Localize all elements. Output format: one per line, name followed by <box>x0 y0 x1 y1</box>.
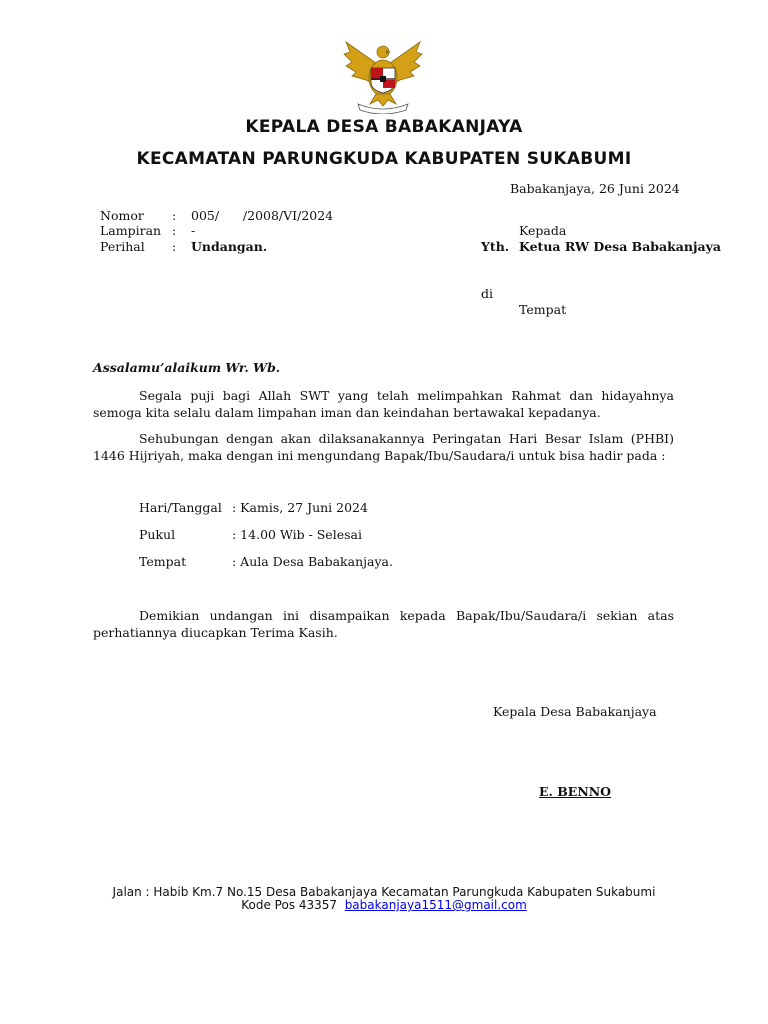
nomor-value: 005/ /2008/VI/2024 <box>191 208 334 223</box>
nomor-separator: : <box>172 208 177 223</box>
footer-contact <box>0 898 768 912</box>
detail-label-time: Pukul <box>139 527 176 542</box>
garuda-emblem-icon <box>340 38 426 114</box>
footer-address: Jalan : Habib Km.7 No.15 Desa Babakanjaya Kecamatan Parungkuda Kabupaten Sukabumi <box>112 885 656 899</box>
paragraph-closing: Demikian undangan ini disampaikan kepada Bapak/Ibu/Saudara/i sekian atas perhatiannya diucapkan Terima Kasih. <box>93 608 674 640</box>
perihal-label: Perihal <box>100 239 145 254</box>
paragraph-opening: Segala puji bagi Allah SWT yang telah melimpahkan Rahmat dan hidayahnya semoga kita selalu dalam limpahan iman dan keindahan bertawakal kepadanya. <box>93 388 674 420</box>
paragraph-invitation: Sehubungan dengan akan dilaksanakannya Peringatan Hari Besar Islam (PHBI) 1446 Hijriyah, maka dengan ini mengundang Bapak/Ibu/Saudara/i untuk bisa hadir pada : <box>93 431 674 463</box>
letterhead-title: KEPALA DESA BABAKANJAYA <box>245 117 523 137</box>
lampiran-label: Lampiran <box>100 223 162 238</box>
recipient-di: di <box>481 286 493 301</box>
detail-label-place: Tempat <box>139 554 187 569</box>
lampiran-value: - <box>191 223 196 238</box>
greeting: Assalamu’alaikum Wr. Wb. <box>93 360 281 375</box>
recipient-kepada: Kepada <box>519 223 567 238</box>
detail-value-place: : Aula Desa Babakanjaya. <box>232 554 393 569</box>
perihal-value: Undangan. <box>191 239 268 254</box>
recipient-yth: Yth. <box>481 239 510 254</box>
footer-postal: Kode Pos 43357 <box>241 898 338 912</box>
signature-position: Kepala Desa Babakanjaya <box>493 704 657 719</box>
letterhead-subtitle: KECAMATAN PARUNGKUDA KABUPATEN SUKABUMI <box>136 149 632 169</box>
detail-value-time: : 14.00 Wib - Selesai <box>232 527 362 542</box>
perihal-separator: : <box>172 239 177 254</box>
footer-email-link[interactable]: babakanjaya1511@gmail.com <box>344 898 527 912</box>
signature-name: E. BENNO <box>539 784 612 799</box>
detail-label-date: Hari/Tanggal <box>139 500 222 515</box>
recipient-tempat: Tempat <box>519 302 567 317</box>
lampiran-separator: : <box>172 223 177 238</box>
detail-value-date: : Kamis, 27 Juni 2024 <box>232 500 368 515</box>
letter-date: Babakanjaya, 26 Juni 2024 <box>510 181 680 196</box>
recipient-name: Ketua RW Desa Babakanjaya <box>519 239 721 254</box>
nomor-label: Nomor <box>100 208 144 223</box>
